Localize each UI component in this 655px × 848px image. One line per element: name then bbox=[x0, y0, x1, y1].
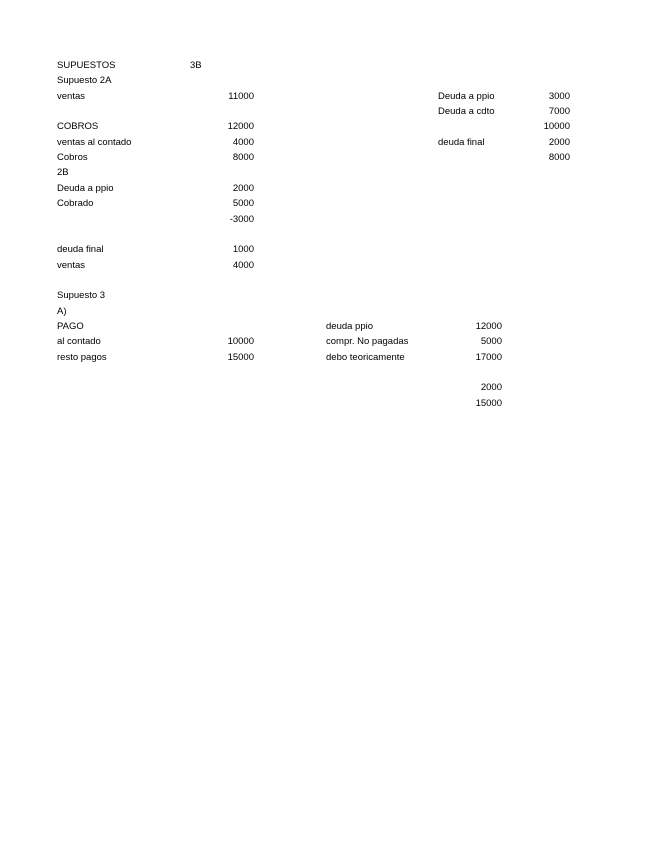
cell-i3: Deuda a ppio bbox=[438, 90, 495, 102]
cell-a8: 2B bbox=[57, 167, 69, 179]
cell-g20: debo teoricamente bbox=[326, 351, 405, 363]
cell-h20: 17000 bbox=[475, 351, 502, 363]
cell-j4: 7000 bbox=[548, 106, 570, 118]
cell-a3: ventas bbox=[57, 90, 85, 102]
cell-a7: Cobros bbox=[57, 152, 88, 164]
cell-d13: 1000 bbox=[232, 244, 254, 256]
cell-d11: -3000 bbox=[229, 213, 254, 225]
cell-j6: 2000 bbox=[548, 136, 570, 148]
cell-d9: 2000 bbox=[232, 182, 254, 194]
cell-d7: 8000 bbox=[232, 152, 254, 164]
cell-h19: 5000 bbox=[480, 336, 502, 348]
cell-d10: 5000 bbox=[232, 198, 254, 210]
cell-d6: 4000 bbox=[232, 136, 254, 148]
cell-h22: 2000 bbox=[480, 382, 502, 394]
cell-a13: deuda final bbox=[57, 244, 104, 256]
cell-d20: 15000 bbox=[227, 351, 254, 363]
cell-a9: Deuda a ppio bbox=[57, 182, 114, 194]
cell-j7: 8000 bbox=[548, 152, 570, 164]
cell-i4: Deuda a cdto bbox=[438, 106, 495, 118]
cell-a14: ventas bbox=[57, 259, 85, 271]
cell-a19: al contado bbox=[57, 336, 101, 348]
cell-d5: 12000 bbox=[227, 121, 254, 133]
cell-g18: deuda ppio bbox=[326, 320, 374, 332]
cell-d3: 11000 bbox=[228, 90, 254, 102]
cell-a6: ventas al contado bbox=[57, 136, 132, 148]
cell-a20: resto pagos bbox=[57, 351, 107, 363]
cell-a2: Supuesto 2A bbox=[57, 75, 112, 87]
cell-a18: PAGO bbox=[57, 320, 84, 332]
cell-a16: Supuesto 3 bbox=[57, 290, 106, 302]
cell-i6: deuda final bbox=[438, 136, 485, 148]
cell-h18: 12000 bbox=[475, 320, 502, 332]
cell-j3: 3000 bbox=[548, 90, 570, 102]
cell-c1: 3B bbox=[190, 60, 202, 71]
cell-d14: 4000 bbox=[232, 259, 254, 271]
cell-a10: Cobrado bbox=[57, 198, 94, 210]
cell-a5: COBROS bbox=[57, 121, 99, 133]
cell-d19: 10000 bbox=[227, 336, 254, 348]
cell-h23: 15000 bbox=[475, 397, 502, 409]
cell-j5: 10000 bbox=[543, 121, 570, 133]
cell-a1: SUPUESTOS bbox=[57, 60, 116, 71]
cell-g19: compr. No pagadas bbox=[326, 336, 409, 348]
cell-a17: A) bbox=[57, 305, 67, 317]
